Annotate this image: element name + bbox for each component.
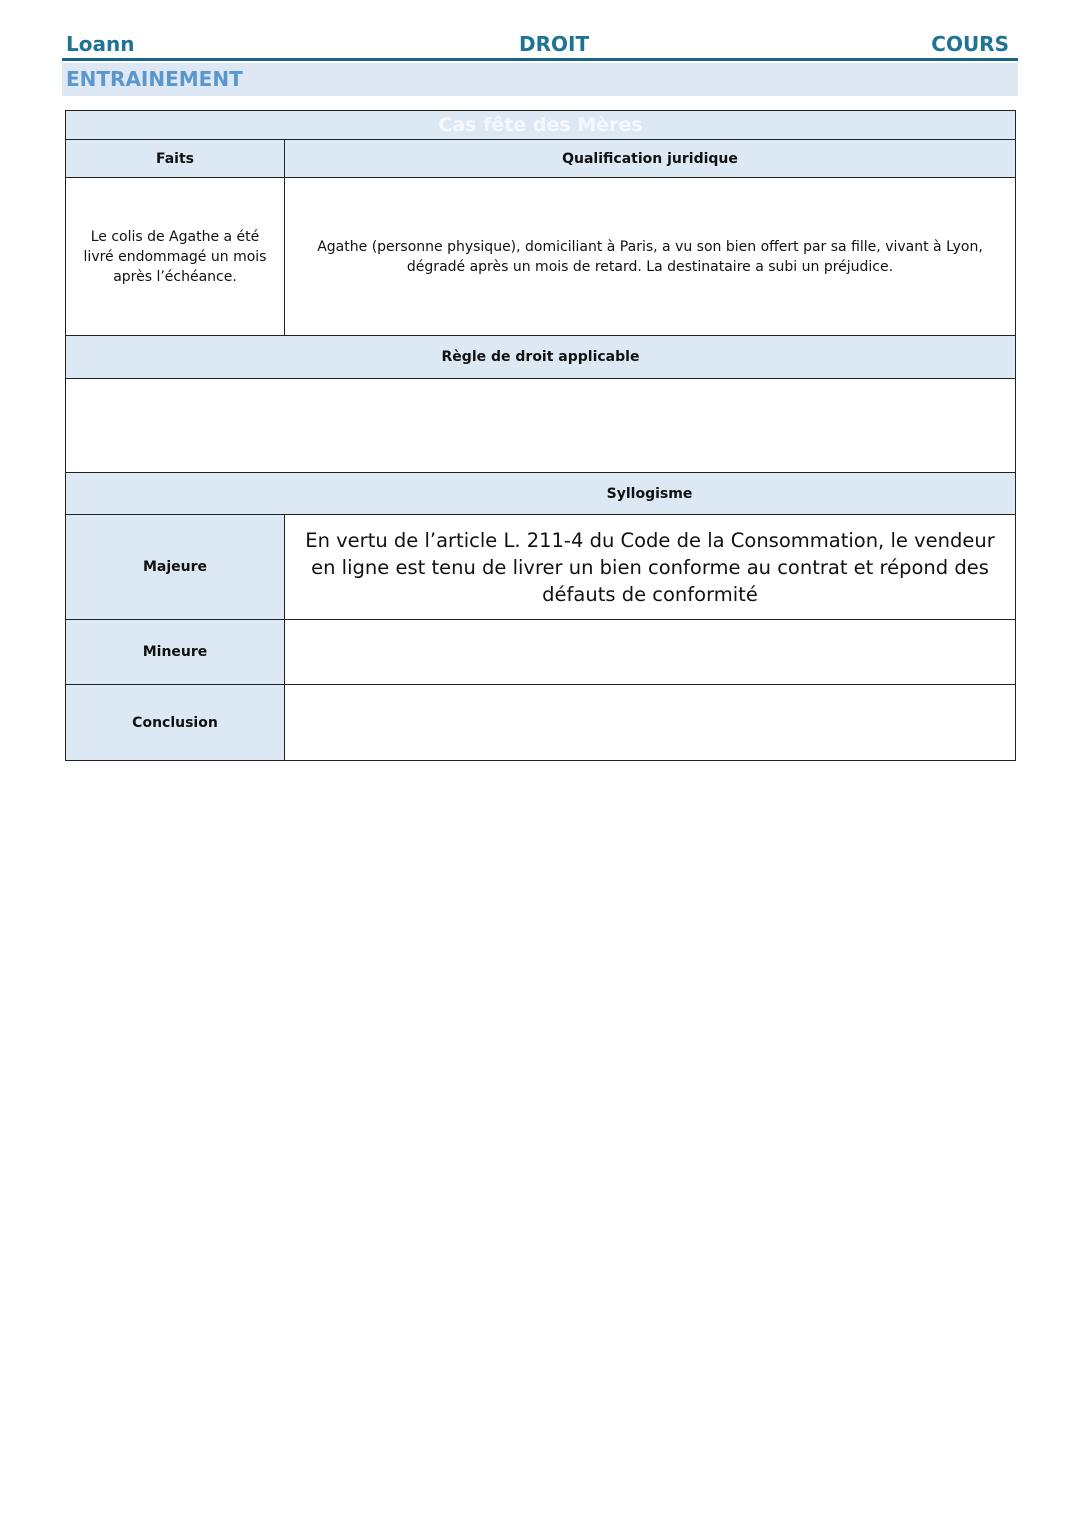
regle-cell: [65, 378, 1016, 473]
regle-header: Règle de droit applicable: [65, 335, 1016, 379]
majeure-label: Majeure: [65, 514, 285, 620]
mineure-cell: [284, 619, 1016, 685]
header-rule: [62, 58, 1018, 61]
qualification-cell: Agathe (personne physique), domiciliant à Paris, a vu son bien offert par sa fille, vivant à Lyon, dégradé après un mois de retard. La destinataire a subi un préjudice.: [284, 177, 1016, 336]
syllogisme-header: Syllogisme: [65, 472, 1016, 515]
table-title: Cas fête des Mères: [65, 110, 1016, 140]
mineure-label: Mineure: [65, 619, 285, 685]
faits-header: Faits: [65, 139, 285, 178]
subject-title: DROIT: [519, 32, 590, 56]
conclusion-label: Conclusion: [65, 684, 285, 761]
doc-type: COURS: [931, 32, 1009, 56]
conclusion-cell: [284, 684, 1016, 761]
section-title: ENTRAINEMENT: [66, 67, 243, 91]
qualification-header: Qualification juridique: [284, 139, 1016, 178]
majeure-cell: En vertu de l’article L. 211-4 du Code de la Consommation, le vendeur en ligne est tenu de livrer un bien conforme au contrat et répond des défauts de conformité: [284, 514, 1016, 620]
section-band: [62, 63, 1018, 96]
faits-cell: Le colis de Agathe a été livré endommagé un mois après l’échéance.: [65, 177, 285, 336]
author-name: Loann: [66, 32, 135, 56]
